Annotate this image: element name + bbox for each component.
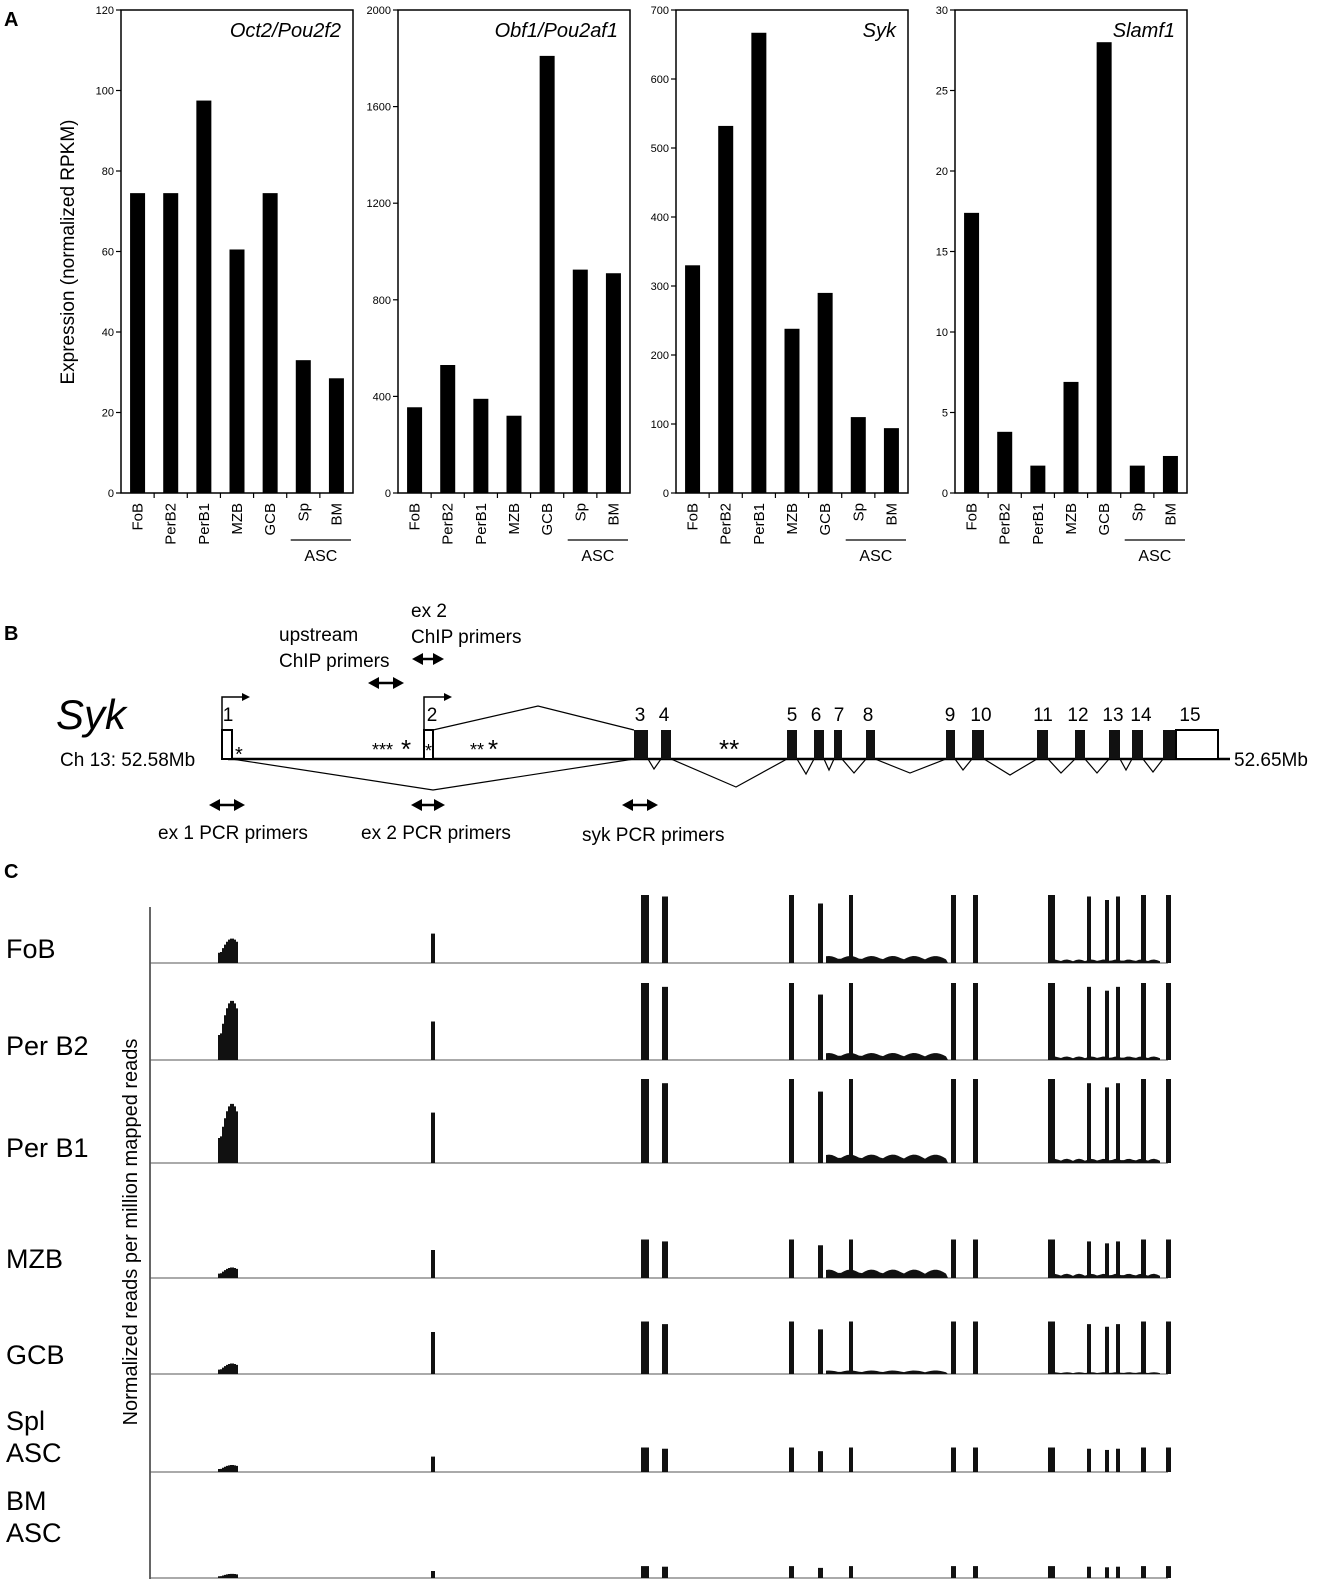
bar-charts bbox=[96, 5, 1187, 565]
y-tick-label: 5 bbox=[941, 407, 948, 420]
exon-coverage-peak bbox=[641, 1448, 649, 1473]
y-tick-label: 400 bbox=[650, 212, 669, 224]
y-tick-label: 40 bbox=[101, 327, 114, 339]
exon-coverage-peak bbox=[849, 1240, 853, 1279]
exon-8 bbox=[866, 730, 875, 759]
exon-coverage-peak bbox=[1087, 987, 1091, 1060]
exon2-coverage bbox=[431, 1571, 435, 1578]
track-2 bbox=[6, 983, 1171, 1061]
exon-coverage-peak bbox=[1048, 1240, 1055, 1279]
exon-coverage-peak bbox=[1141, 1322, 1146, 1375]
group-label: ASC bbox=[1138, 548, 1172, 565]
exon-coverage-peak bbox=[1087, 1567, 1091, 1578]
exon-1 bbox=[222, 730, 232, 759]
exon-coverage-peak bbox=[662, 1083, 668, 1163]
exon-number-4: 4 bbox=[658, 705, 670, 726]
exon-coverage-peak bbox=[951, 1322, 956, 1375]
track-label: MZB bbox=[6, 1244, 63, 1274]
track-4 bbox=[6, 1240, 1171, 1279]
bar bbox=[1064, 382, 1079, 493]
exon-coverage-peak bbox=[1166, 1079, 1171, 1163]
exon-coverage-peak bbox=[1048, 1322, 1055, 1375]
y-tick-label: 100 bbox=[95, 85, 114, 98]
exon-number-15: 15 bbox=[1179, 705, 1201, 726]
exon-number-5: 5 bbox=[786, 705, 798, 726]
exon1-coverage bbox=[218, 1268, 238, 1278]
bar-chart-1 bbox=[96, 5, 353, 565]
syk-pcr-label: syk PCR primers bbox=[582, 825, 725, 846]
category-label: PerB1 bbox=[195, 503, 213, 545]
bar bbox=[851, 417, 866, 493]
ex1-pcr-primer-arrow bbox=[209, 799, 245, 811]
exon-coverage-peak bbox=[849, 1322, 853, 1375]
y-tick-label: 1200 bbox=[366, 198, 391, 211]
bar bbox=[407, 407, 422, 493]
chart-title: Slamf1 bbox=[1112, 20, 1175, 42]
ex2-pcr-label: ex 2 PCR primers bbox=[361, 823, 511, 844]
intron-coverage bbox=[826, 1155, 948, 1163]
exon-6 bbox=[814, 730, 824, 759]
exon-coverage-peak bbox=[973, 1566, 978, 1578]
exon2-coverage bbox=[431, 1332, 435, 1374]
category-label: PerB2 bbox=[439, 503, 457, 545]
exon-coverage-peak bbox=[818, 1245, 823, 1278]
bar bbox=[1030, 466, 1045, 493]
splice-exon14-exon15 bbox=[1143, 759, 1163, 772]
splice-exon12-exon13 bbox=[1085, 759, 1109, 773]
category-label: GCB bbox=[539, 503, 557, 536]
category-label: PerB2 bbox=[996, 503, 1014, 545]
exon-coverage-peak bbox=[662, 1241, 668, 1278]
panel-c-ylabel: Normalized reads per million mapped reads bbox=[120, 1038, 142, 1426]
exon-coverage-peak bbox=[641, 895, 649, 963]
y-tick-label: 120 bbox=[95, 5, 114, 17]
exon-9 bbox=[946, 730, 955, 759]
exon-coverage-peak bbox=[662, 1567, 668, 1578]
exon-coverage-peak bbox=[1166, 1240, 1171, 1279]
exon-coverage-peak bbox=[951, 983, 956, 1060]
y-tick-label: 80 bbox=[101, 166, 114, 178]
exon-number-13: 13 bbox=[1102, 705, 1124, 726]
exon-coverage-peak bbox=[789, 1240, 794, 1279]
exon-coverage-peak bbox=[1116, 1567, 1120, 1578]
exon-7 bbox=[834, 730, 842, 759]
exon-number-6: 6 bbox=[810, 705, 822, 726]
splice-exon10-exon11 bbox=[984, 759, 1037, 775]
bar bbox=[606, 273, 621, 493]
gene-diagram bbox=[56, 601, 1308, 846]
category-label: GCB bbox=[1096, 503, 1114, 536]
exon-coverage-peak bbox=[1087, 1241, 1091, 1278]
bar-chart-3 bbox=[651, 5, 908, 565]
chart-title: Oct2/Pou2f2 bbox=[229, 20, 341, 42]
exon-coverage-peak bbox=[1105, 1450, 1109, 1472]
exon-coverage-peak bbox=[1116, 987, 1120, 1060]
bar bbox=[685, 265, 700, 493]
track-5 bbox=[6, 1322, 1171, 1375]
exon-coverage-peak bbox=[1087, 1324, 1091, 1374]
bar bbox=[196, 101, 211, 493]
bar bbox=[751, 33, 766, 493]
exon-coverage-peak bbox=[789, 1448, 794, 1473]
exon-coverage-peak bbox=[641, 1240, 649, 1279]
exon-12 bbox=[1075, 730, 1085, 759]
upstream-chip-primer-arrow bbox=[368, 677, 404, 689]
exon-number-11: 11 bbox=[1033, 705, 1053, 726]
exon-coverage-peak bbox=[1116, 1449, 1120, 1472]
exon-11 bbox=[1037, 730, 1048, 759]
y-tick-label: 15 bbox=[935, 246, 948, 259]
exon-coverage-peak bbox=[1166, 1322, 1171, 1375]
exon-coverage-peak bbox=[1116, 897, 1120, 964]
track-label: Per B1 bbox=[6, 1133, 89, 1163]
category-label: BM bbox=[1162, 503, 1180, 526]
exon2-coverage bbox=[431, 1457, 435, 1472]
asterisk-upstream-big: * bbox=[401, 734, 412, 764]
category-label: MZB bbox=[784, 503, 801, 535]
y-tick-label: 400 bbox=[372, 391, 391, 404]
exon-coverage-peak bbox=[1116, 1241, 1120, 1278]
asterisk-exon2: * bbox=[425, 741, 433, 761]
splice-exon13-exon14 bbox=[1120, 759, 1132, 770]
y-tick-label: 0 bbox=[941, 488, 948, 500]
y-tick-label: 2000 bbox=[366, 5, 391, 17]
category-label: BM bbox=[328, 503, 346, 526]
track-label-sub: ASC bbox=[6, 1518, 62, 1548]
splice-exon1-exon3 bbox=[232, 759, 634, 790]
track-label: GCB bbox=[6, 1340, 65, 1370]
y-tick-label: 500 bbox=[650, 143, 669, 155]
exon-4 bbox=[661, 730, 671, 759]
exon-coverage-peak bbox=[789, 895, 794, 963]
category-label: FoB bbox=[406, 503, 424, 531]
exon-coverage-peak bbox=[951, 1448, 956, 1473]
gene-name: Syk bbox=[56, 691, 127, 738]
bar bbox=[573, 270, 588, 493]
exon-coverage-peak bbox=[973, 1240, 978, 1279]
category-label: MZB bbox=[506, 503, 523, 535]
ex2-chip-label-line2: ChIP primers bbox=[411, 627, 522, 648]
bar bbox=[884, 428, 899, 493]
bar bbox=[230, 249, 245, 493]
exon-coverage-peak bbox=[973, 1448, 978, 1473]
bar bbox=[329, 378, 344, 493]
bar bbox=[263, 193, 278, 493]
exon-coverage-peak bbox=[789, 1079, 794, 1163]
exon-coverage-peak bbox=[1141, 1448, 1146, 1473]
track-1 bbox=[6, 895, 1171, 964]
exon1-coverage bbox=[218, 1104, 238, 1163]
intron-coverage bbox=[826, 1371, 948, 1374]
chrom-end-label: 52.65Mb bbox=[1234, 750, 1308, 771]
exon-coverage-peak bbox=[818, 904, 823, 964]
bar bbox=[1097, 42, 1112, 493]
exon-coverage-peak bbox=[1105, 1087, 1109, 1163]
exon-coverage-peak bbox=[789, 1566, 794, 1578]
category-label: PerB1 bbox=[750, 503, 768, 545]
track-6 bbox=[6, 1406, 1171, 1472]
y-tick-label: 0 bbox=[107, 488, 114, 500]
category-label: MZB bbox=[1063, 503, 1080, 535]
exon2-coverage bbox=[431, 934, 435, 963]
y-tick-label: 300 bbox=[650, 281, 669, 293]
track-label: BM bbox=[6, 1486, 47, 1516]
track-3 bbox=[6, 1079, 1171, 1163]
exon-coverage-peak bbox=[1048, 1566, 1055, 1578]
bar bbox=[440, 365, 455, 493]
group-label: ASC bbox=[859, 548, 893, 565]
exon-coverage-peak bbox=[1141, 1240, 1146, 1279]
exon-coverage-peak bbox=[1116, 1083, 1120, 1163]
exon-number-8: 8 bbox=[862, 705, 874, 726]
exon-coverage-peak bbox=[818, 1329, 823, 1374]
bar-chart-4 bbox=[936, 5, 1187, 565]
exon-15-utr bbox=[1176, 730, 1218, 759]
asterisks-upstream-small: *** bbox=[372, 740, 394, 760]
exon-coverage-peak bbox=[662, 987, 668, 1060]
exon-coverage-peak bbox=[662, 1449, 668, 1472]
splice-exon3-exon4 bbox=[648, 759, 661, 769]
chart-title: Syk bbox=[862, 20, 896, 42]
exon-coverage-peak bbox=[818, 1092, 823, 1163]
splice-exon7-exon8 bbox=[842, 759, 866, 773]
exon1-coverage bbox=[218, 1465, 238, 1472]
exon1-coverage bbox=[218, 1001, 238, 1060]
y-tick-label: 20 bbox=[935, 166, 948, 178]
category-label: FoB bbox=[684, 503, 702, 531]
splice-exon5-exon6 bbox=[797, 759, 814, 774]
exon-coverage-peak bbox=[1087, 1449, 1091, 1472]
exon-coverage-peak bbox=[1141, 895, 1146, 963]
exon-number-9: 9 bbox=[944, 705, 956, 726]
category-label: BM bbox=[883, 503, 901, 526]
bar bbox=[130, 193, 145, 493]
exon-14 bbox=[1132, 730, 1143, 759]
intron-coverage bbox=[826, 1053, 948, 1060]
ex2-chip-primer-arrow bbox=[412, 653, 444, 665]
exon-coverage-peak bbox=[662, 897, 668, 964]
y-tick-label: 25 bbox=[935, 85, 948, 98]
track-label: Per B2 bbox=[6, 1031, 89, 1061]
y-tick-label: 0 bbox=[662, 488, 669, 500]
exon-coverage-peak bbox=[951, 1566, 956, 1578]
category-label: GCB bbox=[262, 503, 280, 536]
bar-chart-2 bbox=[367, 5, 630, 565]
track-label-sub: ASC bbox=[6, 1438, 62, 1468]
chrom-start-asterisk: * bbox=[235, 744, 243, 766]
exon-number-7: 7 bbox=[833, 705, 845, 726]
panel-b-label: B bbox=[4, 623, 19, 645]
upstream-chip-label-line1: upstream bbox=[279, 625, 359, 646]
exon-5 bbox=[787, 730, 797, 759]
intron-coverage bbox=[826, 956, 948, 963]
asterisks-intron-small: ** bbox=[470, 740, 485, 760]
exon-coverage-peak bbox=[973, 983, 978, 1060]
y-tick-label: 10 bbox=[935, 327, 948, 339]
exon1-coverage bbox=[218, 939, 238, 963]
exon-coverage-peak bbox=[1048, 1079, 1055, 1163]
exon-coverage-peak bbox=[849, 983, 853, 1060]
category-label: PerB2 bbox=[162, 503, 180, 545]
exon1-coverage bbox=[218, 1364, 238, 1374]
group-label: ASC bbox=[304, 548, 338, 565]
exon-coverage-peak bbox=[641, 1566, 649, 1578]
bar bbox=[507, 416, 522, 493]
exon-coverage-peak bbox=[1166, 895, 1171, 963]
exon-coverage-peak bbox=[1166, 1448, 1171, 1473]
exon-coverage-peak bbox=[1141, 1566, 1146, 1578]
exon2-coverage bbox=[431, 1022, 435, 1061]
bar bbox=[1130, 466, 1145, 493]
exon-number-12: 12 bbox=[1067, 705, 1089, 726]
exon-10 bbox=[972, 730, 984, 759]
category-label: PerB1 bbox=[472, 503, 490, 545]
bar bbox=[473, 399, 488, 493]
splice-exon2-exon3 bbox=[433, 706, 634, 730]
chrom-start-label: Ch 13: 52.58Mb bbox=[60, 750, 196, 771]
category-label: PerB1 bbox=[1029, 503, 1047, 545]
exon-coverage-peak bbox=[789, 983, 794, 1060]
exon-coverage-peak bbox=[1048, 895, 1055, 963]
y-tick-label: 600 bbox=[650, 74, 669, 86]
category-label: BM bbox=[605, 503, 623, 526]
category-label: PerB2 bbox=[717, 503, 735, 545]
bar bbox=[540, 56, 555, 493]
y-tick-label: 20 bbox=[101, 407, 114, 420]
exon-coverage-peak bbox=[1105, 900, 1109, 963]
exon-coverage-peak bbox=[973, 1079, 978, 1163]
tss-arrowhead-exon-2 bbox=[444, 693, 452, 701]
exon-coverage-peak bbox=[849, 1566, 853, 1578]
exon-coverage-peak bbox=[662, 1324, 668, 1374]
upstream-chip-label-line2: ChIP primers bbox=[279, 651, 390, 672]
category-label: FoB bbox=[129, 503, 147, 531]
intron-coverage bbox=[826, 1270, 948, 1278]
exon-coverage-peak bbox=[973, 895, 978, 963]
group-label: ASC bbox=[581, 548, 615, 565]
exon-coverage-peak bbox=[849, 895, 853, 963]
bar bbox=[1163, 456, 1178, 493]
exon-coverage-peak bbox=[951, 1079, 956, 1163]
exon-coverage-peak bbox=[1166, 1566, 1171, 1578]
exon-coverage-peak bbox=[818, 1451, 823, 1472]
track-7 bbox=[6, 1486, 1171, 1578]
track-label: Spl bbox=[6, 1406, 46, 1436]
y-tick-label: 0 bbox=[384, 488, 391, 500]
splice-exon11-exon12 bbox=[1048, 759, 1075, 773]
exon-coverage-peak bbox=[641, 1079, 649, 1163]
panel-a-label: A bbox=[4, 9, 19, 31]
exon-coverage-peak bbox=[1105, 991, 1109, 1060]
bar bbox=[785, 329, 800, 493]
exon-coverage-peak bbox=[1105, 1327, 1109, 1374]
splice-exon9-exon10 bbox=[955, 759, 972, 770]
y-tick-label: 30 bbox=[935, 5, 948, 17]
bar bbox=[163, 193, 178, 493]
exon-coverage-peak bbox=[1105, 1243, 1109, 1278]
asterisk-intron-big: * bbox=[488, 734, 499, 764]
exon-coverage-peak bbox=[1048, 983, 1055, 1060]
y-tick-label: 800 bbox=[372, 294, 391, 307]
exon-number-1: 1 bbox=[222, 705, 234, 726]
exon-15-coding bbox=[1163, 730, 1176, 759]
track-label: FoB bbox=[6, 934, 56, 964]
y-tick-label: 200 bbox=[650, 350, 669, 362]
chart-title: Obf1/Pou2af1 bbox=[494, 20, 618, 42]
splice-exon6-exon7 bbox=[824, 759, 834, 770]
exon-coverage-peak bbox=[849, 1079, 853, 1163]
exon-coverage-peak bbox=[641, 1322, 649, 1375]
exon-coverage-peak bbox=[1116, 1324, 1120, 1374]
exon1-coverage bbox=[218, 1574, 238, 1578]
exon-coverage-peak bbox=[1141, 983, 1146, 1060]
exon-coverage-peak bbox=[973, 1322, 978, 1375]
ex2-chip-label-line1: ex 2 bbox=[411, 601, 447, 622]
category-label: Sp bbox=[572, 503, 590, 522]
exon2-coverage bbox=[431, 1250, 435, 1278]
bar bbox=[964, 213, 979, 493]
exon-3 bbox=[634, 730, 648, 759]
exon-coverage-peak bbox=[818, 995, 823, 1060]
category-label: FoB bbox=[963, 503, 981, 531]
category-label: Sp bbox=[1129, 503, 1147, 522]
exon-number-14: 14 bbox=[1130, 705, 1152, 726]
exon-coverage-peak bbox=[1087, 1083, 1091, 1163]
bar bbox=[718, 126, 733, 493]
exon2-coverage bbox=[431, 1113, 435, 1163]
exon-coverage-peak bbox=[1048, 1448, 1055, 1473]
exon-coverage-peak bbox=[951, 895, 956, 963]
tss-arrowhead-exon-1 bbox=[242, 693, 250, 701]
y-tick-label: 60 bbox=[101, 246, 114, 259]
panel-a-ylabel: Expression (normalized RPKM) bbox=[58, 119, 79, 385]
panel-c-label: C bbox=[4, 861, 19, 883]
exon-13 bbox=[1109, 730, 1120, 759]
category-label: GCB bbox=[817, 503, 835, 536]
exon-number-3: 3 bbox=[634, 705, 646, 726]
bar bbox=[997, 432, 1012, 493]
exon-coverage-peak bbox=[951, 1240, 956, 1279]
asterisks-intron3: ** bbox=[719, 734, 740, 764]
exon-coverage-peak bbox=[1166, 983, 1171, 1060]
y-tick-label: 700 bbox=[650, 5, 669, 17]
exon-coverage-peak bbox=[1105, 1567, 1109, 1578]
category-label: MZB bbox=[229, 503, 246, 535]
ex2-pcr-primer-arrow bbox=[411, 799, 445, 811]
splice-exon8-exon9 bbox=[875, 759, 946, 773]
exon-number-2: 2 bbox=[426, 705, 438, 726]
bar bbox=[296, 360, 311, 493]
y-tick-label: 100 bbox=[650, 419, 669, 431]
bar bbox=[818, 293, 833, 493]
exon-coverage-peak bbox=[789, 1322, 794, 1375]
y-tick-label: 1600 bbox=[366, 101, 391, 114]
ex1-pcr-label: ex 1 PCR primers bbox=[158, 823, 308, 844]
exon-coverage-peak bbox=[818, 1568, 823, 1578]
coverage-tracks bbox=[6, 895, 1171, 1578]
syk-pcr-primer-arrow bbox=[622, 799, 658, 811]
exon-coverage-peak bbox=[641, 983, 649, 1060]
exon-coverage-peak bbox=[1087, 897, 1091, 964]
exon-coverage-peak bbox=[849, 1448, 853, 1473]
category-label: Sp bbox=[850, 503, 868, 522]
category-label: Sp bbox=[295, 503, 313, 522]
exon-coverage-peak bbox=[1141, 1079, 1146, 1163]
exon-number-10: 10 bbox=[970, 705, 992, 726]
